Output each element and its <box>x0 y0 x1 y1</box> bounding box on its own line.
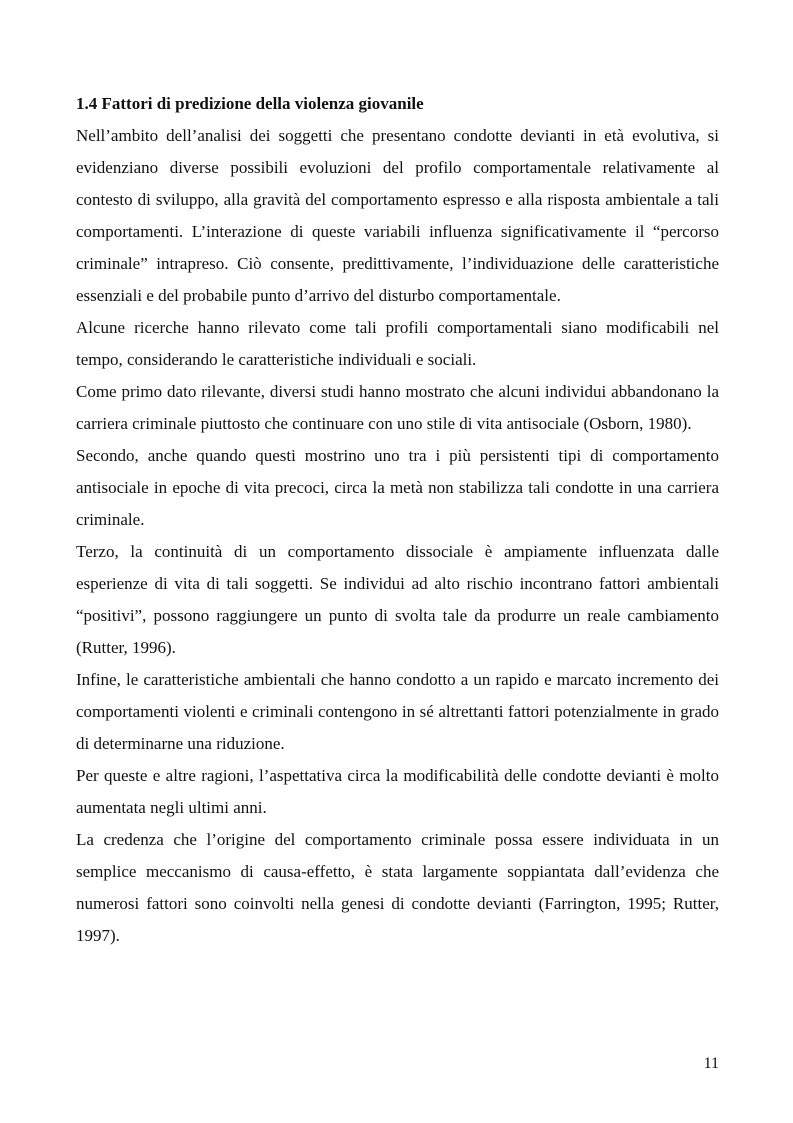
page-content <box>76 88 719 952</box>
paragraph-research: Alcune ricerche hanno rilevato come tali profili comportamentali siano modificabili nel tempo, considerando le caratteristiche individuali e sociali. <box>76 318 719 369</box>
paragraph-causality: La credenza che l’origine del comportamento criminale possa essere individuata in un semplice meccanismo di causa-effetto, è stata largamente soppiantata dall’evidenza che numerosi fattori sono coinvolti nella genesi di condotte devianti (Farrington, 1995; Rutter, 1997). <box>76 830 719 945</box>
paragraph-third-point: Terzo, la continuità di un comportamento dissociale è ampiamente influenzata dalle esperienze di vita di tali soggetti. Se individui ad alto rischio incontrano fattori ambientali “positivi”, possono raggiungere un punto di svolta tale da produrre un reale cambiamento (Rutter, 1996). <box>76 542 719 657</box>
paragraph-second-point: Secondo, anche quando questi mostrino uno tra i più persistenti tipi di comportamento antisociale in epoche di vita precoci, circa la metà non stabilizza tali condotte in una carriera criminale. <box>76 446 719 529</box>
paragraph-intro: Nell’ambito dell’analisi dei soggetti che presentano condotte devianti in età evolutiva, si evidenziano diverse possibili evoluzioni del profilo comportamentale relativamente al contesto di sviluppo, alla gravità del comportamento espresso e alla risposta ambientale a tali comportamenti. L’interazione di queste variabili influenza significativamente il “percorso criminale” intrapreso. Ciò consente, predittivamente, l’individuazione delle caratteristiche essenziali e del probabile punto d’arrivo del disturbo comportamentale. <box>76 126 719 305</box>
section-heading: 1.4 Fattori di predizione della violenza giovanile <box>76 94 424 113</box>
page-number: 11 <box>703 1055 719 1072</box>
paragraph-final-point: Infine, le caratteristiche ambientali che hanno condotto a un rapido e marcato incremento dei comportamenti violenti e criminali contengono in sé altrettanti fattori potenzialmente in grado di determinarne una riduzione. <box>76 670 719 753</box>
paragraph-first-point: Come primo dato rilevante, diversi studi hanno mostrato che alcuni individui abbandonano la carriera criminale piuttosto che continuare con uno stile di vita antisociale (Osborn, 1980). <box>76 382 719 433</box>
paragraph-expectation: Per queste e altre ragioni, l’aspettativa circa la modificabilità delle condotte devianti è molto aumentata negli ultimi anni. <box>76 766 719 817</box>
